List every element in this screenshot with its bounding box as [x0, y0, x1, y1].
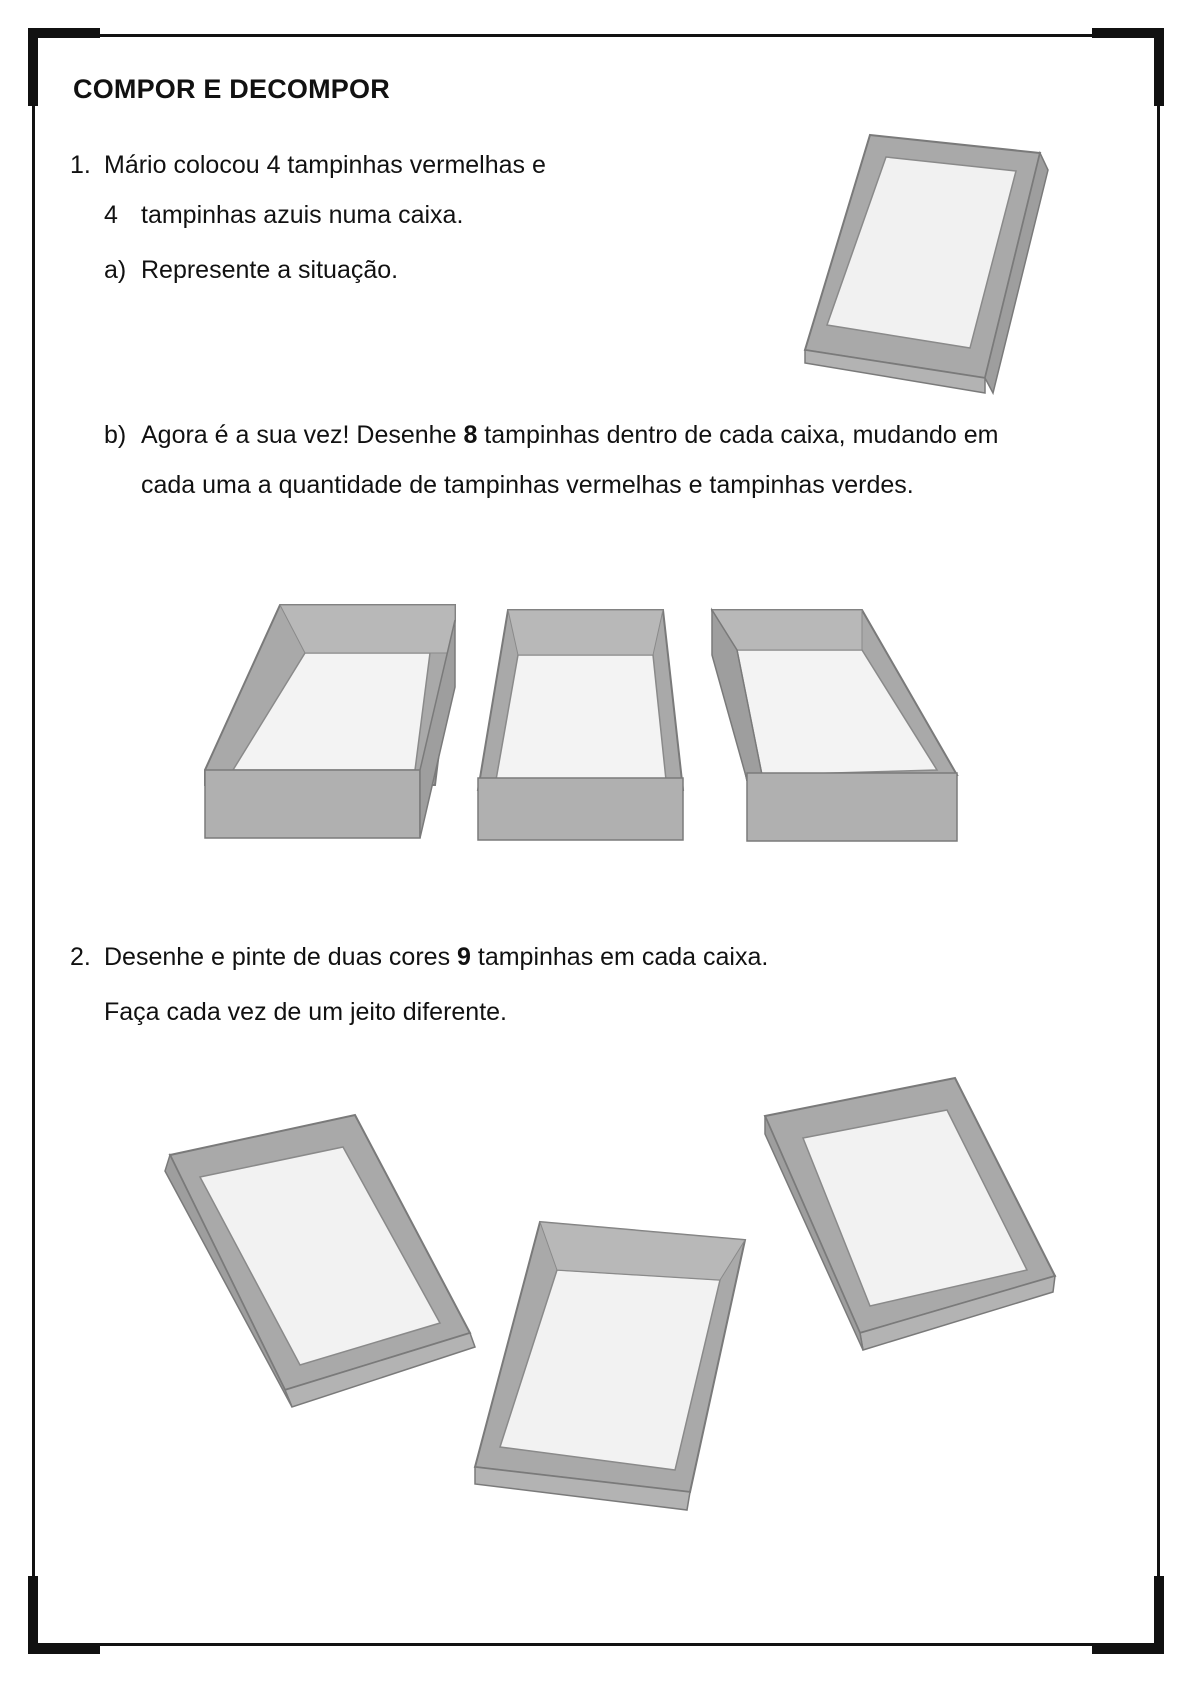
q2-line1	[104, 942, 768, 972]
q1-b-post: tampinhas dentro de cada caixa, mudando em	[477, 421, 999, 449]
box-q2-3[interactable]	[765, 1078, 1065, 1368]
q1-a-label: a)	[104, 256, 127, 284]
q1-b-line2: cada uma a quantidade de tampinhas vermelhas e tampinhas verdes.	[141, 471, 914, 499]
box-q1b-1[interactable]	[205, 605, 460, 845]
q2-number-bold: 9	[457, 943, 471, 971]
corner-top-left-v	[28, 28, 38, 106]
q2-post: tampinhas em cada caixa.	[470, 943, 769, 971]
box-q1b-3[interactable]	[712, 610, 962, 850]
corner-bottom-left	[28, 1644, 100, 1654]
q2-number: 2.	[70, 943, 91, 971]
q1-line1: Mário colocou 4 tampinhas vermelhas e	[104, 151, 546, 179]
q1-b-number: 8	[463, 421, 478, 449]
q2-line2: Faça cada vez de um jeito diferente.	[104, 998, 508, 1026]
corner-top-right-v	[1154, 28, 1164, 106]
q1-a-text: Represente a situação.	[141, 256, 399, 284]
q1-line2-text: tampinhas azuis numa caixa.	[141, 201, 464, 229]
box-q1b-2[interactable]	[478, 610, 693, 845]
q1-line2-number: 4	[104, 201, 118, 229]
q1-b-label: b)	[104, 421, 127, 449]
box-q2-2[interactable]	[475, 1222, 755, 1517]
corner-bottom-left-v	[28, 1576, 38, 1654]
corner-bottom-right-v	[1154, 1576, 1164, 1654]
page-title: COMPOR E DECOMPOR	[73, 74, 390, 104]
box-q2-1[interactable]	[165, 1115, 485, 1415]
q1-number: 1.	[70, 151, 91, 179]
q2-pre: Desenhe e pinte de duas cores	[104, 943, 458, 971]
corner-top-left	[28, 28, 100, 38]
box-q1a[interactable]	[790, 125, 1050, 385]
q1-b-pre: Agora é a sua vez! Desenhe	[141, 421, 464, 449]
q1-b-line1	[141, 420, 999, 450]
